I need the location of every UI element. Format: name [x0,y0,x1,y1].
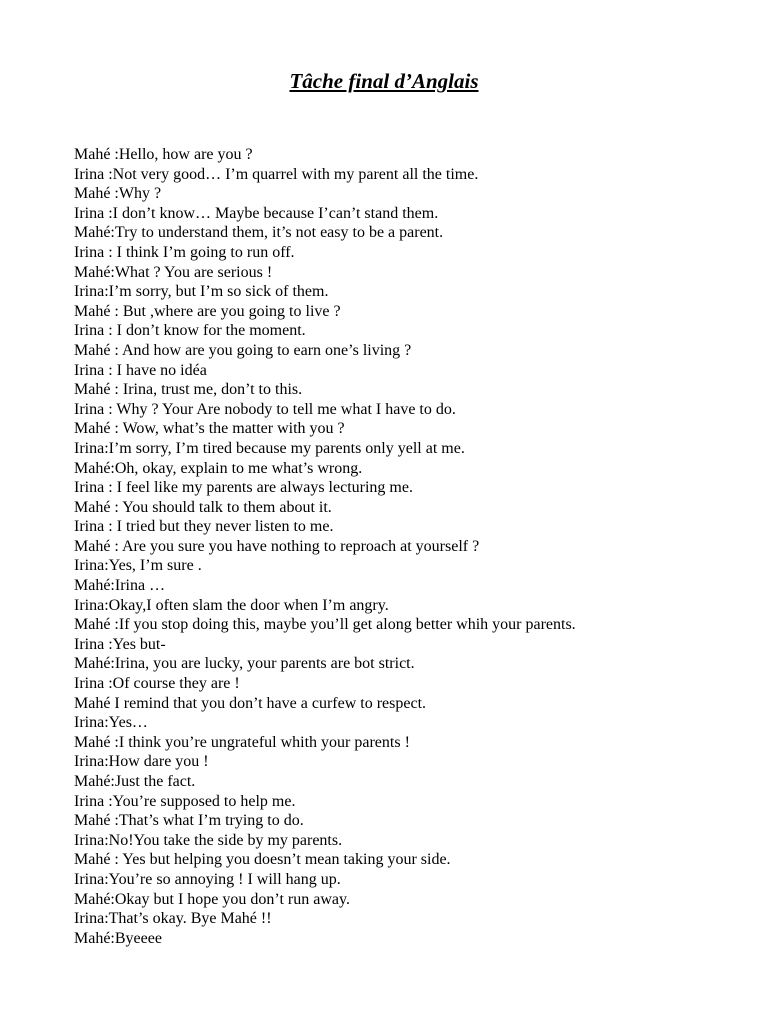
dialogue-line: Mahé : Yes but helping you doesn’t mean taking your side. [74,851,451,869]
dialogue-line: Irina :You’re supposed to help me. [74,792,296,810]
dialogue-list [74,145,754,948]
dialogue-line: Mahé :Why ? [74,185,162,203]
dialogue-line: Irina : I feel like my parents are always lecturing me. [74,479,413,497]
dialogue-line: Irina :Of course they are ! [74,675,240,693]
dialogue-line: Mahé:Try to understand them, it’s not easy to be a parent. [74,224,444,242]
dialogue-line: Mahé:Oh, okay, explain to me what’s wrong. [74,459,363,477]
dialogue-line: Irina :Not very good… I’m quarrel with my parent all the time. [74,165,479,183]
document-title: Tâche final d’Anglais [289,69,479,93]
dialogue-line: Mahé :I think you’re ungrateful whith your parents ! [74,733,410,751]
dialogue-line: Irina:I’m sorry, I’m tired because my parents only yell at me. [74,439,465,457]
dialogue-line: Irina : I don’t know for the moment. [74,322,306,340]
dialogue-line: Irina :I don’t know… Maybe because I’can’t stand them. [74,204,439,222]
dialogue-line: Irina : I tried but they never listen to me. [74,518,334,536]
dialogue-line: Mahé:Irina … [74,577,166,595]
dialogue-line: Irina:Okay,I often slam the door when I’m angry. [74,596,389,614]
dialogue-line: Mahé : And how are you going to earn one’s living ? [74,341,412,359]
dialogue-line: Mahé:Just the fact. [74,773,196,790]
dialogue-line: Irina:You’re so annoying ! I will hang up. [74,870,341,888]
dialogue-line: Mahé I remind that you don’t have a curfew to respect. [74,694,427,712]
dialogue-line: Irina : I think I’m going to run off. [74,243,295,261]
dialogue-line: Mahé :If you stop doing this, maybe you’ll get along better whih your parents. [74,616,576,634]
dialogue-line: Irina:How dare you ! [74,753,209,771]
dialogue-line: Mahé:Okay but I hope you don’t run away. [74,890,350,908]
dialogue-line: Irina:That’s okay. Bye Mahé !! [74,910,272,928]
dialogue-line: Irina : Why ? Your Are nobody to tell me what I have to do. [74,400,456,418]
dialogue-line: Irina : I have no idéa [74,361,207,379]
dialogue-line: Irina:Yes… [74,714,148,732]
dialogue-line: Irina:I’m sorry, but I’m so sick of them. [74,283,329,301]
dialogue-line: Mahé:Byeeee [74,929,162,947]
dialogue-line: Mahé :That’s what I’m trying to do. [74,812,304,830]
dialogue-line: Mahé :Hello, how are you ? [74,146,253,163]
dialogue-line: Irina:Yes, I’m sure . [74,557,202,575]
dialogue-line: Irina :Yes but- [74,635,166,653]
dialogue-line: Mahé : You should talk to them about it. [74,498,332,516]
dialogue-line: Mahé : Are you sure you have nothing to reproach at yourself ? [74,537,480,555]
dialogue-line: Mahé:Irina, you are lucky, your parents are bot strict. [74,655,415,673]
dialogue-line: Mahé : Wow, what’s the matter with you ? [74,420,345,438]
dialogue-line: Mahé : But ,where are you going to live ? [74,302,341,320]
dialogue-line: Mahé : Irina, trust me, don’t to this. [74,381,303,399]
dialogue-line: Irina:No!You take the side by my parents. [74,831,343,849]
dialogue-line: Mahé:What ? You are serious ! [74,263,273,281]
